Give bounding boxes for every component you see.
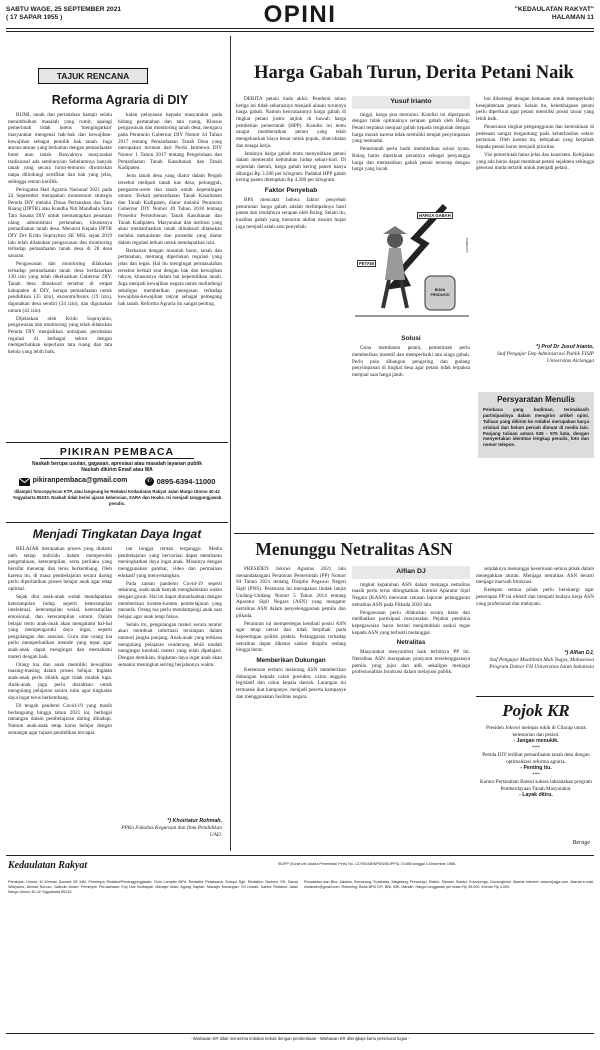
pojok-sep: *** [532,745,540,751]
tingkatan-author-role: PPKn Fakultas Keguruan dan Ilmu Pendidikan UAD. [121,824,222,838]
footer-siupp: SIUPP (Surat Izin Usaha Penerbitan Pers) No. 127/SK/MENPEN/SIUPP/A.7/1986 tanggal 4 Desember 1986. [277,862,457,866]
section-title: OPINI [263,1,337,28]
pembaca-note: dilampiri fotocopy/scan KTP, atau langsung ke Redaksi Kedaulatan Rakyat Jalan Margo Utomo 40-42 Yogyakarta 55233. Naskah tidak berisi ujaran kebencian, SARA dan Hoaks. Isi menjadi tanggungjawab penulis. [12,489,222,506]
tingkatan-author: *) Khoiriatur Rohmah, [167,818,222,824]
pojok-retort: - Layak ditiru. [519,792,553,799]
pojok-signature: Berage [572,840,590,847]
harga-headline: Harga Gabah Turun, Derita Petani Naik [254,63,574,83]
tingkatan-col-2 [118,546,222,816]
tajuk-kicker: TAJUK RENCANA [38,68,148,84]
harga-para: BPS mencatat bahwa faktor penyebab penurunan harga gabah adalah melimpahnya hasil panen dan rendahnya serapan oleh Bulog. Selain itu, kualitas gabah yang menurun akibat musim hujan juga menjadi salah satu penyebab. [236,197,346,230]
cartoon-label-petani: PETANI [359,261,375,266]
harga-para: Guna membantu petani, pemerintah perlu memberikan insentif dan memperbaiki tata niaga gabah. Perlu pula dibangun pengering dan gudang penyimpanan di tingkat desa agar petani tidak terpaksa menjual saat harga jatuh. [352,345,470,378]
harga-author: *) Prof Dr Jusuf Irianto, [536,344,594,350]
asn-headline: Menunggu Netralitas ASN [255,539,453,559]
masthead-date [6,6,181,22]
asn-para: Kedepan semua pihak perlu bersinergi agar penerapan PP ini efektif dan menjadi budaya kerja ASN yang profesional dan melayani. [476,587,594,607]
tingkatan-col-1 [8,546,112,848]
asn-col-2 [352,566,470,852]
asn-para: Masyarakat menyambut baik terbitnya PP ini. Netralitas ASN merupakan prasyarat terselenggaranya pemilu yang jujur dan adil, sekaligus menjaga profesionalitas birokrasi dalam melayani publik. [352,649,470,676]
harga-subhead-faktor: Faktor Penyebab [264,186,318,194]
asn-para: Pengawasan perlu dilakukan secara ketat dan melibatkan partisipasi masyarakat. Pejabat pembina kepegawaian harus berani menjatuhkan sanksi tegas kepada ASN yang terbukti melanggar. [352,609,470,636]
harga-para: bui dibarengi dengan kemauan untuk memperbaiki kesejahteraan petani. Selain itu, kelembagaan petani perlu diperkuat agar petani memiliki posisi tawar yang lebih baik. [476,96,594,122]
pikiran-pembaca-box [10,446,224,520]
asn-author-block [476,650,594,670]
harga-para: Jatuhnya harga gabah tentu menyulitkan petani dalam memenuhi kebutuhan hidup sehari-hari. Di sejumlah daerah, harga gabah kering panen hanya dihargai Rp 3.500 per kilogram. Padahal HPP gabah kering panen ditetapkan Rp 4.200 per kilogram. [236,150,346,184]
footer-rule-bottom [6,1033,594,1034]
tajuk-col-1 [8,112,112,436]
harga-para: Pemerintah perlu hadir memberikan solusi nyata. Bulog harus diperkuat perannya sebagai penyangga harga dan memastikan gabah petani terserap dengan harga yang layak. [352,146,470,173]
harga-byline: Yusuf Irianto [352,96,470,109]
tingkatan-para: Sejak dini anak-anak sudah mendapatkan keterampilan hidup seperti keterampilan intelektual, keterampilan sosial, keterampilan emosional, dan keterampilan umum. Dalam belajar tentu anak-anak akan mengalami hal-hal yang mempengaruhi daya ingat, seperti pengulangan dan asosiasi. Guru dan orang tua perlu memperhatikan metode yang tepat agar anak-anak dapat mengingat dan memahami materi dengan baik. [8,593,112,660]
tingkatan-para: Orang tua dan anak memiliki kewajiban masing-masing dalam proses belajar. Ingatan anak-anak perlu dilatih agar tidak mudah lupa. Anak-anak juga perlu diarahkan untuk mengulang pelajaran secara rutin agar tingkatan daya ingat terus berkembang. [8,661,112,702]
masthead-paper [454,6,594,22]
footer-rule [6,855,594,856]
tajuk-para: Peringatan Hari Agraria Nasional 2021 pada 24 September merupakan momentum strategis Pemda DIY melalui Dinas Pertanahan dan Tata Ruang (DPTR) atau Kundha Niti Mandhala Sarta Tata Sasana DIY untuk memantapkan penataan ulang administrasi pertanahan, khususnya pemanfaatan tanah desa. Menurut Kepala DPTR DIY Drs Krido Suprayitno SE MSi, sejak 2019 lalu telah dilakukan pengawasan dan monitoring terhadap pemanfaatan tanah desa di 28 desa sasaran. [8,186,112,260]
divider [476,696,594,697]
asn-para: tingkat kepatuhan ASN dalam menjaga netralitas masih perlu terus ditingkatkan. Komisi Aparatur Sipil Negara (KASN) mencatat ratusan laporan pelanggaran netralitas ASN pada Pilkada 2020 lalu. [352,581,470,608]
persyaratan-box [478,392,594,458]
pembaca-title: PIKIRAN PEMBACA [40,446,194,459]
tingkatan-para: tan hingga rentan terganggu. Media pembelajaran yang bervariasi dapat membantu meningkatkan daya ingat anak. Misalnya dengan menggunakan gambar, video dan permainan edukatif yang menyenangkan. [118,546,222,579]
asn-para: PRESIDEN Jokowi Agustus 2021 lalu menandatangani Peraturan Pemerintah (PP) Nomor 94 Tahun 2021 tentang Disiplin Pegawai Negeri Sipil (PNS). Peraturan ini merupakan tindak lanjut Undang-Undang Nomor 5 Tahun 2014 tentang Aparatur Sipil Negara (ASN) yang mengatur netralitas ASN dalam penyelenggaraan pemilu dan pilkada. [236,566,346,619]
envelope-icon [19,478,30,486]
hijri-line: ( 17 SAPAR 1955 ) [6,14,63,22]
pojok-title: Pojok KR [502,701,570,720]
tajuk-para: Berkaitan dengan masalah bumi, tanah dan pertanahan, memang diperlukan regulasi yang jelas dan tegas. Hal itu mengingat permasalahan tersebut berkait erat dengan hak dan kewajiban rakyat, khususnya dalam hal kepemilikan tanah. Juga menjadi kewajiban negara untuk melindungi sekaligus memberikan penegasan terhadap kewajiban-kewajiban rakyat sebagai pemegang hak tanah. Reforma Agraria itu sangat penting. [118,247,222,307]
pembaca-line-1: Naskah berupa usulan, gagasan, apresiasi atau masalah layanan publik [31,461,203,467]
asn-col-1 [236,566,346,852]
cartoon-label-harga: HARGA GABAH [419,213,451,218]
harga-subhead-solusi: Solusi [401,335,421,342]
pojok-sep: *** [532,772,540,778]
footer-right-block: Perwakilan dan Biro: Jakarta, Semarang, Surakarta, Magelang, Purworejo, Klaten, Sleman, Bantul, Kulonprogo, Gunungkidul. Alamat Internet: www.krjogja.com. Alamat e-mail: redaksikr@gmail.com. Rekening: Bank BPD DIY, BNI, BRI, Mandiri. Harga Langganan per bulan Rp 95.000. Eceran Rp 4.000. [304,880,594,889]
paper-name: "KEDAULATAN RAKYAT" [514,6,594,13]
tingkatan-para: Di tengah pandemi Covid-19 yang masih berlangsung hingga tahun 2021 ini, berbagai tantangan dalam pembelajaran daring dihadapi. Namun anak-anak tetap harus belajar dengan semangat agar tujuan pendidikan tercapai. [8,702,112,736]
tajuk-col-2 [118,112,222,436]
footer-logo: Kedaulatan Rakyat [8,860,88,871]
tajuk-para: BUMI, tanah dan pertanahan hampir selalu menimbulkan masalah yang rumit, apalagi pemerintah tidak intens 'mengingatkan' masyarakat mengenai hak-hak dan kewajiban-kewajiban sebagai pemilik hak tanah. Juga aturan-aturan yang berkaitan dengan pemanfaatan bumi atau tanah. Banyaknya masyarakat tradisional ada sembunyian Sebelumnya banyak tanah yang secara turun-temurun diwariskan tanpa dilindungi sertifikat dan hak yang jelas, sehingga rentan konflik. [8,112,112,185]
asn-para: Ketentuan terbaru melarang ASN memberikan dukungan kepada calon presiden, calon anggota legislatif dan calon kepala daerah. Larangan ini termasuk ikut kampanye, menjadi peserta kampanye dan menggunakan fasilitas negara. [236,666,346,700]
footer-bottom-line: - Wartawan KR tidak menerima imbalan terkait dengan pemberitaan - Wartawan KR dilengkapi kartu pers/surat tugas - [190,1036,410,1041]
harga-para: tinggi, harga pun menurun. Kondisi ini diperparah dengan tidak optimalnya serapan gabah oleh Bulog. Petani terpaksa menjual gabah kepada tengkulak dengan harga murah karena tidak memiliki tempat penyimpanan yang memadai. [352,111,470,145]
tingkatan-para: BELAJAR merupakan proses yang dialami oleh setiap individu dalam memperoleh pengetahuan, keterampilan, serta perilaku yang bersifat menetap dan terus berkembang. Oleh karena itu, di masa pembelajaran secara daring perlu diperhatikan proses belajar anak agar tetap optimal. [8,546,112,592]
asn-author: *) Alfian DJ, [564,650,594,656]
asn-para: setidaknya menunggu keseriusan semua pihak dalam menegakkan aturan. Menjaga netralitas ASN berarti menjaga marwah birokrasi. [476,566,594,586]
pojok-item: Kantor Pertanahan Bantul sukses laksanakan program Pemberdayaan Tanah Masyarakat. [480,778,592,792]
harga-para: DERITA petani tiada akhir. Pendemi tahun ketiga ini tidak seharusnya menjadi alasan turunnya harga gabah. Namun kenyataannya harga gabah di tingkat petani justru anjlok di bawah harga pembelian pemerintah (HPP). Kondisi ini tentu sangat memberatkan petani yang telah mengeluarkan biaya besar untuk pupuk, obat-obatan dan tenaga kerja. [236,96,346,149]
asn-subhead-netralitas: Netralitas [396,639,426,647]
pembaca-line-2: Naskah dikirim Email atau WA [81,467,153,474]
pojok-retort: - Jangan menukik. [513,738,559,745]
harga-col-1 [236,96,346,526]
cartoon-signature: PARIDOX [465,238,469,253]
cartoon-illustration [355,198,469,328]
divider [234,533,594,534]
asn-subhead-dukungan: Memberikan Dukungan [256,656,326,664]
harga-para: Penurunan tingkat pengangguran dan kemiskinan di pedesaan sangat bergantung pada keberhasilan sektor pertanian. Oleh karena itu, kebijakan yang berpihak kepada petani harus menjadi prioritas. [476,123,594,150]
tajuk-para: kalan pelayanan kepada masyarakat pada bidang pertanahan dan tata ruang. Khusus pengawasan dan monitoring tanah desa, mengacu pada Peraturan Gubernur DIY Nomor 34 Tahun 2017 tentang Pemanfaatan Tanah Desa yang merupakan turunan dari Perda Istimewa DIY Nomor 1 Tahun 2017 tentang Pengelolaan dan Pemanfaatan Tanah Kasultanan dan Tanah Kadipaten. [118,112,222,172]
divider [6,522,228,523]
masthead-rule [6,28,594,29]
tajuk-para: Pengawasan dan monitoring dilakukan terhadap pemanfaatan tanah desa berdasarkan 130 izin yang telah dikeluarkan Gubernur DIY. Tanah desa dimaksud tersebar di empat kabupaten di DIY, berupa pemanfaatan untuk pendidikan (35 izin), ekonomi/bisnis (19 izin), digunakan desa sendiri (34 izin), dan digunakan umum (42 izin). [8,261,112,314]
divider [6,442,228,443]
harga-col-2-cont [352,332,470,528]
harga-col-3 [476,96,594,336]
tingkatan-author-block [118,818,222,838]
tingkatan-headline: Menjadi Tingkatan Daya Ingat [32,527,202,541]
asn-para: Peraturan ini mempertegas kembali posisi ASN agar tetap netral dan tidak berpihak pada kepentingan politik praktis. Pelanggaran terhadap netralitas dapat dikenai sanksi disiplin sedang hingga berat. [236,620,346,654]
cartoon-label-biaya: BIAYA PRODUKSI [430,288,450,297]
tajuk-headline: Reforma Agraria di DIY [51,93,189,107]
tingkatan-para: Pada zaman pandemi Covid-19 seperti sekarang, anak-anak banyak menghabiskan waktu dengan gawai. Hal ini dapat dimanfaatkan dengan memberikan konten-konten pembelajaran yang menarik. Orang tua perlu mendampingi anak saat belajar agar anak tetap fokus. [118,580,222,620]
pojok-item: Pemda DIY terlibat pemanfaatan tanah desa dengan optimalisasi reforma agraria. [482,751,590,765]
date-line: SABTU WAGE, 25 SEPTEMBER 2021 [6,6,122,13]
asn-byline: Alfian DJ [352,566,470,579]
pojok-kr-box [478,700,594,850]
pembaca-phone: 0895-6394-11000 [156,476,216,486]
tajuk-para: Jenis tanah desa yang diatur dalam Pergub tersebut meliputi tanah kas desa, pelungguh, pengarem-arem dan tanah untuk kepentingan umum. Terkait pemanfaatan Tanah Kasultanan dan Tanah Kadipaten, diatur melalui Peraturan Gubernur DIY Nomor 49 Tahun 2018 tentang Prosedur Permohonan Tanah Kasultanan dan Tanah Kadipaten. Masyarakat dan institusi yang akan memanfaatkan tanah dimaksud dilakukan melalui mekanisme dan prosedur yang diatur dalam regulasi terkait untuk mendapatkan izin. [118,173,222,246]
tingkatan-para: Selain itu, pengulangan materi secara teratur akan membuat informasi tersimpan dalam memori jangka panjang. Anak-anak yang terbiasa mengulang pelajaran cenderung lebih mudah mengingat kembali materi yang telah dipelajari. Dengan demikian, tingkatan daya ingat anak akan semakin meningkat seiring berjalannya waktu. [118,621,222,668]
whatsapp-icon: ✆ [146,478,152,485]
pojok-item: Presiden Jokowi melepas tukik di Cilacap untuk kelestarian dan pesisir. [486,724,586,738]
footer-left-block: Pemimpin Umum: M Wirman Sumadi SE MM. Pemimpin Redaksi/Penanggungjawab: Octo Lampito MPd. Redaktur Pelaksana: Sutopo Sgh. Redaktur: Hudono SH, Danar Widiyanto, Ahmad Suroso, Saifudin Anam. Pemimpin Perusahaan: Eny Dwi Nurhayati. Manajer Iklan: Agung Saptari. Manajer Keuangan: Sri Lestari. Kantor Redaksi: Jalan Margo Utomo 40-42 Yogyakarta 55233. [8,880,298,894]
asn-author-role: Staf Pengajar Muallimin Muh Yogya, Mahasiswa Program Doktor FH Universitas Islam Indonesia [489,656,594,670]
pembaca-email: pikiranpembaca@gmail.com [32,477,128,485]
harga-para: Visi pemerintah harus jelas dan konsisten. Kebijakan yang ada harus dapat membuat petani sejahtera sehingga generasi muda tertarik untuk menjadi petani. [476,151,594,172]
harga-author-block [476,344,594,364]
tajuk-para: Dijelaskan oleh Krido Suprayanto, pengawasan dan monitoring yang telah dilakukan Pemda DIY menjadikan antisipasi perubahan regulasi di berbagai sektor dengan memperhatikan keperluan tata ruang dan tata kelola yang lebih baik. [8,315,112,355]
pojok-retort: - Penting itu. [520,765,552,772]
persyaratan-title: Persyaratan Menulis [497,395,575,404]
column-divider [230,36,231,851]
persyaratan-body: Pembaca yang budiman, terimakasih partisipasinya dalam mengirim artikel opini. Tulisan yang dikirim ke redaksi merupakan karya orisinal dan belum pernah dimuat di media lain. Panjang tulisan antara 535 - 575 kata, dengan menyertakan identitas lengkap penulis, foto dan nomor telepon. [483,407,589,448]
harga-author-role: Staf Pengajar Dep Administrasi Publik FISIP Universitas Airlangga [497,350,594,364]
page-label: HALAMAN 11 [551,14,594,22]
masthead-rule-thin [6,31,594,32]
